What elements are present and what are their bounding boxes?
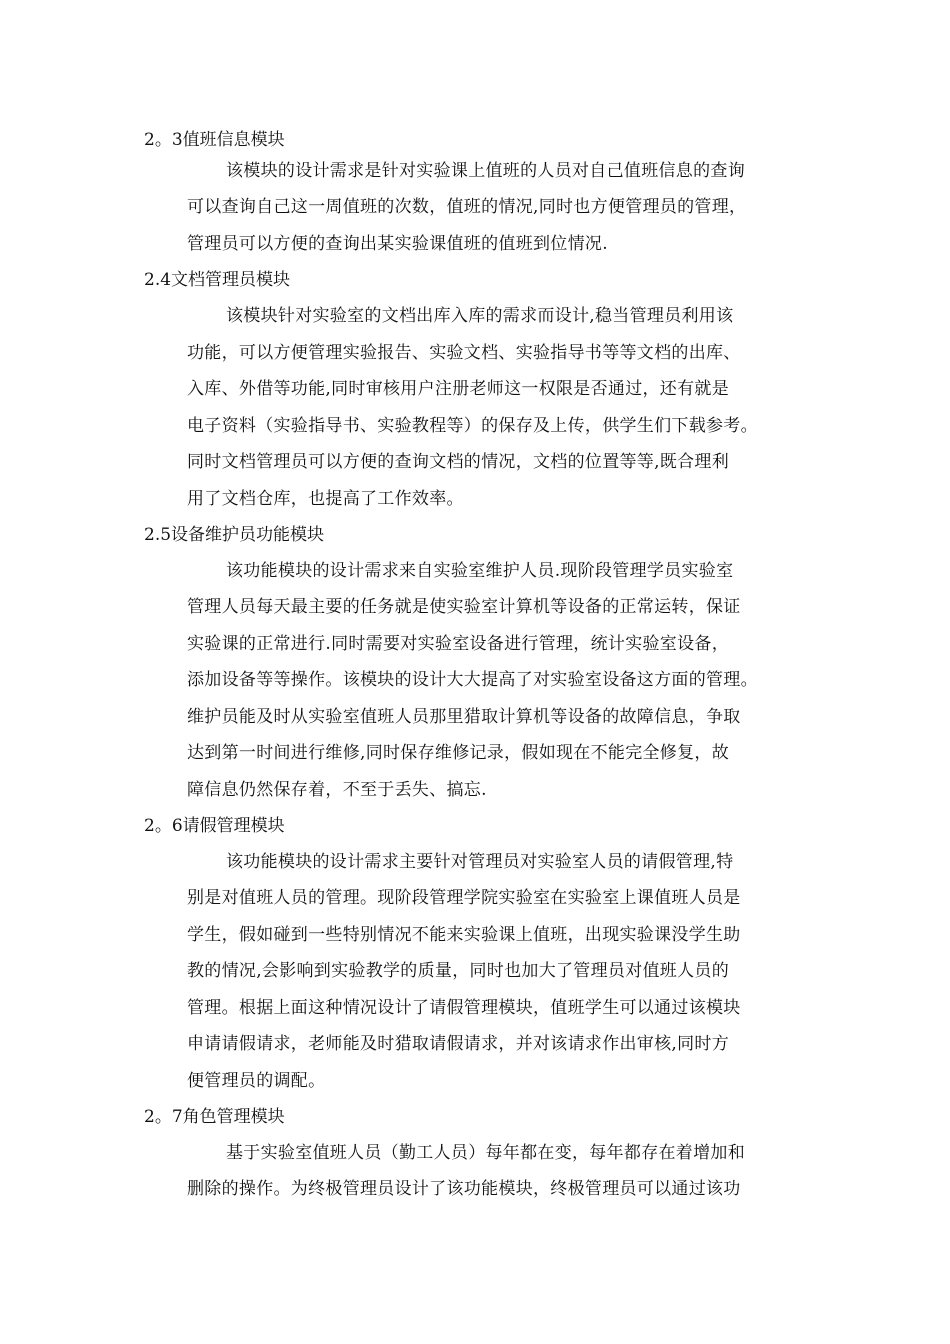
text-line: 该功能模块的设计需求主要针对管理员对实验室人员的请假管理,特 (226, 852, 734, 872)
text-line: 学生，假如碰到一些特别情况不能来实验课上值班，出现实验课没学生助 (187, 925, 741, 945)
text-line: 用了文档仓库，也提高了工作效率。 (187, 489, 464, 509)
text-line: 该模块针对实验室的文档出库入库的需求而设计,稳当管理员利用该 (226, 306, 734, 326)
text-line: 别是对值班人员的管理。现阶段管理学院实验室在实验室上课值班人员是 (187, 888, 741, 908)
text-line: 添加设备等等操作。该模块的设计大大提高了对实验室设备这方面的管理。 (187, 670, 758, 690)
text-line: 障信息仍然保存着，不至于丢失、搞忘. (187, 780, 487, 800)
text-line: 维护员能及时从实验室值班人员那里猎取计算机等设备的故障信息，争取 (187, 707, 741, 727)
text-line: 该功能模块的设计需求来自实验室维护人员.现阶段管理学员实验室 (226, 561, 734, 581)
section-heading-2-4: 2.4文档管理员模块 (144, 270, 291, 290)
text-line: 电子资料（实验指导书、实验教程等）的保存及上传，供学生们下载参考。 (187, 416, 758, 436)
text-line: 实验课的正常进行.同时需要对实验室设备进行管理，统计实验室设备， (187, 634, 730, 654)
text-line: 入库、外借等功能,同时审核用户注册老师这一权限是否通过，还有就是 (187, 379, 730, 399)
section-heading-2-5: 2.5设备维护员功能模块 (144, 525, 325, 545)
text-line: 基于实验室值班人员（勤工人员）每年都在变，每年都存在着增加和 (226, 1143, 745, 1163)
text-line: 该模块的设计需求是针对实验课上值班的人员对自己值班信息的查询 (226, 161, 745, 181)
text-line: 申请请假请求，老师能及时猎取请假请求，并对该请求作出审核,同时方 (187, 1034, 730, 1054)
text-line: 功能，可以方便管理实验报告、实验文档、实验指导书等等文档的出库、 (187, 343, 741, 363)
text-line: 可以查询自己这一周值班的次数，值班的情况,同时也方便管理员的管理， (187, 197, 747, 217)
text-line: 管理。根据上面这种情况设计了请假管理模块，值班学生可以通过该模块 (187, 998, 741, 1018)
text-line: 同时文档管理员可以方便的查询文档的情况，文档的位置等等,既合理利 (187, 452, 730, 472)
text-line: 管理员可以方便的查询出某实验课值班的值班到位情况. (187, 234, 608, 254)
text-line: 删除的操作。为终极管理员设计了该功能模块，终极管理员可以通过该功 (187, 1179, 741, 1199)
section-heading-2-6: 2。6请假管理模块 (144, 816, 285, 836)
text-line: 教的情况,会影响到实验教学的质量，同时也加大了管理员对值班人员的 (187, 961, 730, 981)
text-line: 便管理员的调配。 (187, 1071, 326, 1091)
section-heading-2-7: 2。7角色管理模块 (144, 1107, 285, 1127)
text-line: 达到第一时间进行维修,同时保存维修记录，假如现在不能完全修复，故 (187, 743, 730, 763)
section-heading-2-3: 2。3值班信息模块 (144, 130, 285, 150)
text-line: 管理人员每天最主要的任务就是使实验室计算机等设备的正常运转，保证 (187, 597, 741, 617)
